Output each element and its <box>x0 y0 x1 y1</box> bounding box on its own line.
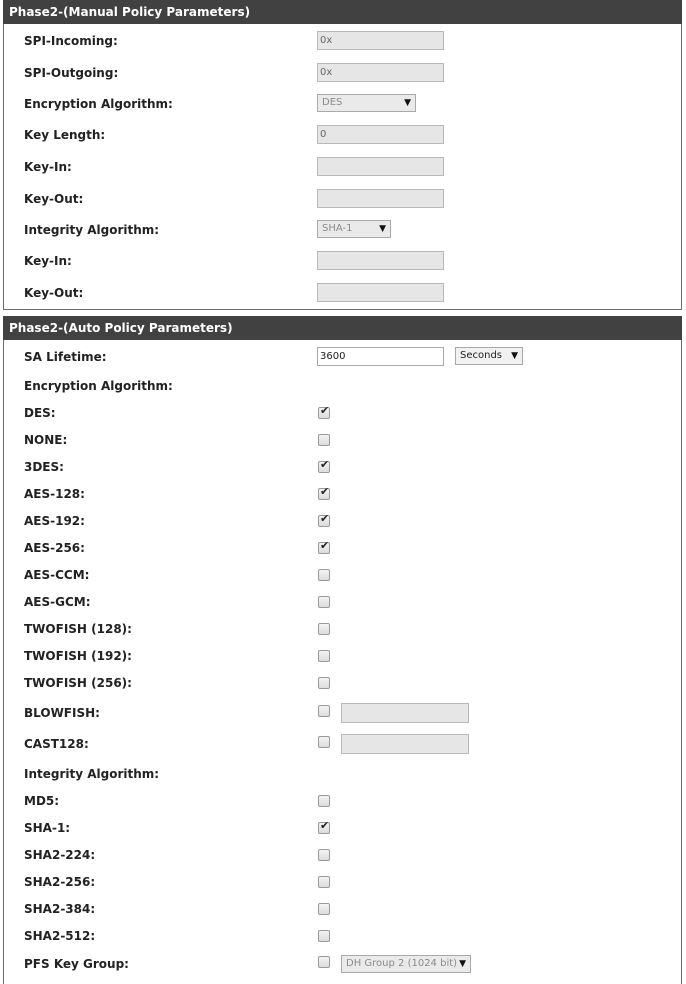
dropdown-arrow-icon: ▼ <box>459 959 466 969</box>
integrity-option-row <box>4 899 681 919</box>
key-out-label: Key-Out: <box>24 286 84 300</box>
pfs-checkbox[interactable] <box>318 956 330 968</box>
checkmark-icon: ✔ <box>320 512 330 525</box>
row-key-in-2 <box>4 251 681 271</box>
pfs-key-group-value: DH Group 2 (1024 bit) <box>346 958 458 969</box>
row-pfs-key-group <box>4 954 681 974</box>
integrity-option-label: SHA2-224: <box>24 848 96 862</box>
encryption-option-row <box>4 592 681 612</box>
encryption-option-label: 3DES: <box>24 460 64 474</box>
encryption-option-checkbox[interactable] <box>318 569 330 581</box>
integrity-algorithm-label: Integrity Algorithm: <box>24 223 160 237</box>
integrity-option-row <box>4 845 681 865</box>
checkmark-icon: ✔ <box>320 819 330 832</box>
encryption-option-checkbox[interactable] <box>318 596 330 608</box>
encryption-option-label: AES-256: <box>24 541 85 555</box>
row-integrity-heading <box>4 764 681 784</box>
integrity-algorithm-value: SHA-1 <box>322 223 353 234</box>
checkmark-icon: ✔ <box>320 485 330 498</box>
row-encryption-algorithm <box>4 94 681 114</box>
row-encryption-heading <box>4 376 681 396</box>
spi-incoming-label: SPI-Incoming: <box>24 34 118 48</box>
encryption-option-checkbox[interactable] <box>318 677 330 689</box>
integrity-option-label: MD5: <box>24 794 60 808</box>
integrity-option-label: SHA-1: <box>24 821 71 835</box>
manual-section <box>3 24 682 310</box>
encryption-algorithm-heading: Encryption Algorithm: <box>24 379 173 393</box>
encryption-option-row <box>4 619 681 639</box>
encryption-option-row <box>4 457 681 477</box>
blowfish-label: BLOWFISH: <box>24 706 100 720</box>
row-spi-incoming <box>4 31 681 51</box>
cast128-key-input[interactable] <box>341 734 469 754</box>
cast128-checkbox[interactable] <box>318 736 330 748</box>
manual-section-header <box>3 0 682 24</box>
encryption-option-row <box>4 430 681 450</box>
encryption-option-row <box>4 511 681 531</box>
encryption-option-label: AES-128: <box>24 487 85 501</box>
encryption-option-label: AES-CCM: <box>24 568 90 582</box>
encryption-option-label: TWOFISH (128): <box>24 622 132 636</box>
key-in-input[interactable] <box>317 251 444 270</box>
encryption-option-row <box>4 673 681 693</box>
encryption-option-row <box>4 484 681 504</box>
encryption-option-label: DES: <box>24 406 56 420</box>
spi-outgoing-label: SPI-Outgoing: <box>24 66 119 80</box>
cast128-label: CAST128: <box>24 737 89 751</box>
dropdown-arrow-icon: ▼ <box>379 224 386 234</box>
integrity-option-row <box>4 926 681 946</box>
integrity-algorithm-heading: Integrity Algorithm: <box>24 767 160 781</box>
encryption-option-label: TWOFISH (256): <box>24 676 132 690</box>
integrity-option-checkbox[interactable] <box>318 819 330 834</box>
integrity-option-label: SHA2-384: <box>24 902 96 916</box>
encryption-algorithm-label: Encryption Algorithm: <box>24 97 173 111</box>
checkmark-icon: ✔ <box>320 539 330 552</box>
integrity-option-checkbox[interactable] <box>318 903 330 915</box>
encryption-option-label: TWOFISH (192): <box>24 649 132 663</box>
encryption-option-checkbox[interactable] <box>318 650 330 662</box>
encryption-option-label: AES-GCM: <box>24 595 91 609</box>
key-out-label: Key-Out: <box>24 192 84 206</box>
key-out-input[interactable] <box>317 283 444 302</box>
blowfish-checkbox[interactable] <box>318 705 330 717</box>
key-in-label: Key-In: <box>24 160 72 174</box>
row-cast128 <box>4 734 681 754</box>
key-out-input[interactable] <box>317 189 444 208</box>
integrity-option-checkbox[interactable] <box>318 876 330 888</box>
row-spi-outgoing <box>4 63 681 83</box>
key-in-label: Key-In: <box>24 254 72 268</box>
pfs-key-group-select[interactable] <box>341 955 471 973</box>
sa-lifetime-unit-select[interactable] <box>455 347 523 365</box>
checkmark-icon: ✔ <box>320 404 330 417</box>
encryption-option-row <box>4 646 681 666</box>
encryption-option-checkbox[interactable] <box>318 539 330 554</box>
encryption-option-row <box>4 538 681 558</box>
encryption-option-checkbox[interactable] <box>318 404 330 419</box>
row-blowfish <box>4 703 681 723</box>
encryption-option-row <box>4 403 681 423</box>
encryption-option-checkbox[interactable] <box>318 623 330 635</box>
integrity-option-checkbox[interactable] <box>318 849 330 861</box>
row-key-out-1 <box>4 189 681 209</box>
row-key-out-2 <box>4 283 681 303</box>
row-key-in-1 <box>4 157 681 177</box>
spi-incoming-input[interactable]: 0x <box>317 31 444 50</box>
row-sa-lifetime <box>4 347 681 367</box>
blowfish-key-input[interactable] <box>341 703 469 723</box>
encryption-algorithm-select[interactable] <box>317 94 416 112</box>
encryption-option-checkbox[interactable] <box>318 512 330 527</box>
encryption-option-row <box>4 565 681 585</box>
sa-lifetime-label: SA Lifetime: <box>24 350 107 364</box>
row-key-length <box>4 125 681 145</box>
key-length-label: Key Length: <box>24 128 106 142</box>
spi-outgoing-input[interactable]: 0x <box>317 63 444 82</box>
integrity-option-label: SHA2-256: <box>24 875 96 889</box>
dropdown-arrow-icon: ▼ <box>404 98 411 108</box>
row-integrity-algorithm <box>4 220 681 240</box>
auto-section-header <box>3 316 682 340</box>
key-length-input[interactable]: 0 <box>317 125 444 144</box>
auto-section-title: Phase2-(Auto Policy Parameters) <box>9 321 233 335</box>
key-in-input[interactable] <box>317 157 444 176</box>
integrity-option-row <box>4 872 681 892</box>
pfs-key-group-label: PFS Key Group: <box>24 957 129 971</box>
auto-section <box>3 340 682 984</box>
encryption-option-label: AES-192: <box>24 514 85 528</box>
dropdown-arrow-icon: ▼ <box>511 351 518 361</box>
encryption-option-label: NONE: <box>24 433 68 447</box>
sa-lifetime-unit-value: Seconds <box>460 350 503 361</box>
integrity-option-checkbox[interactable] <box>318 930 330 942</box>
integrity-algorithm-select[interactable] <box>317 220 391 238</box>
manual-section-title: Phase2-(Manual Policy Parameters) <box>9 5 251 19</box>
integrity-option-row <box>4 818 681 838</box>
integrity-option-checkbox[interactable] <box>318 795 330 807</box>
encryption-algorithm-value: DES <box>322 97 343 108</box>
sa-lifetime-input[interactable]: 3600 <box>317 347 444 366</box>
integrity-option-row <box>4 791 681 811</box>
encryption-option-checkbox[interactable] <box>318 485 330 500</box>
encryption-option-checkbox[interactable] <box>318 458 330 473</box>
encryption-option-checkbox[interactable] <box>318 434 330 446</box>
integrity-option-label: SHA2-512: <box>24 929 96 943</box>
checkmark-icon: ✔ <box>320 458 330 471</box>
